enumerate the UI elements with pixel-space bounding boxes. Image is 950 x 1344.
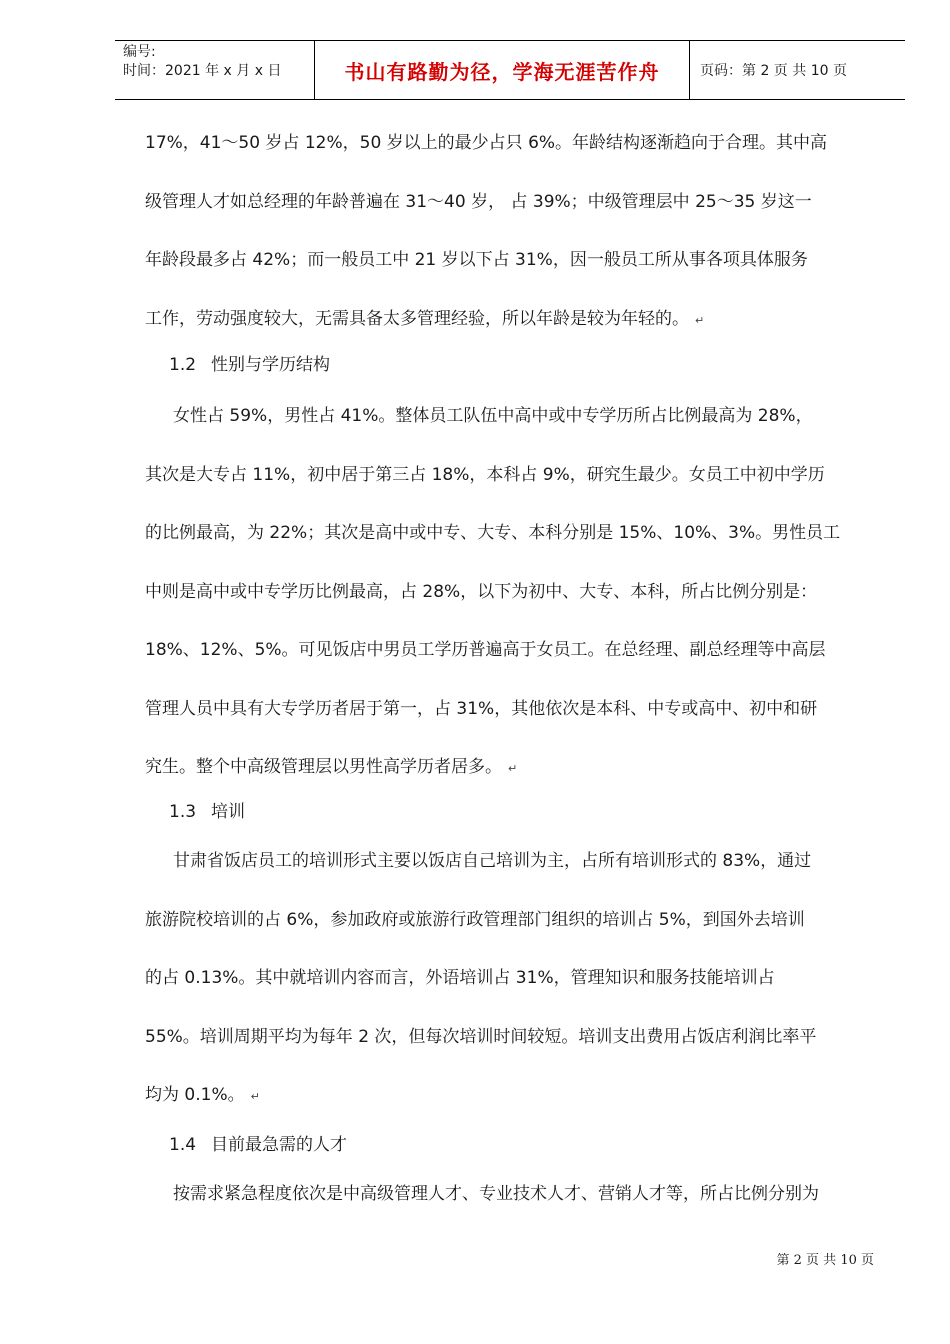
text-line: 其次是大专占 11%，初中居于第三占 18%，本科占 9%，研究生最少。女员工中初中学历 <box>145 464 825 485</box>
document-date: 时间：2021 年 x 月 x 日 <box>123 63 282 79</box>
header-motto: 书山有路勤为径，学海无涯苦作舟 <box>315 41 690 99</box>
paragraph-urgent-talent <box>145 1165 880 1224</box>
text-line: 级管理人才如总经理的年龄普遍在 31～40 岁， 占 39%；中级管理层中 25～35 岁这一 <box>145 191 812 212</box>
section-heading-1-2 <box>169 353 330 377</box>
text-line: 年龄段最多占 42%；而一般员工中 21 岁以下占 31%，因一般员工所从事各项具体服务 <box>145 250 808 270</box>
text-line: 中则是高中或中专学历比例最高，占 28%，以下为初中、大专、本科，所占比例分别是： <box>145 581 818 602</box>
page-footer: 第 2 页 共 10 页 <box>776 1253 874 1268</box>
section-heading-1-4 <box>169 1133 347 1157</box>
text-line: 按需求紧急程度依次是中高级管理人才、专业技术人才、营销人才等，所占比例分别为 <box>173 1184 819 1204</box>
paragraph-age-structure <box>145 114 880 350</box>
section-title: 培训 <box>211 802 245 822</box>
section-number: 1.2 <box>169 355 197 375</box>
section-title: 目前最急需的人才 <box>211 1135 347 1155</box>
paragraph-gender-education <box>145 387 880 799</box>
text-line: 18%、12%、5%。可见饭店中男员工学历普遍高于女员工。在总经理、副总经理等中高层 <box>145 640 826 660</box>
section-number: 1.4 <box>169 1135 197 1155</box>
text-line: 的比例最高，为 22%；其次是高中或中专、大专、本科分别是 15%、10%、3%。男性员工 <box>145 523 841 543</box>
text-line: 工作，劳动强度较大，无需具备太多管理经验，所以年龄是较为年轻的。 ↵ <box>145 308 705 329</box>
text-line: 55%。培训周期平均为每年 2 次，但每次培训时间较短。培训支出费用占饭店利润比率平 <box>145 1026 817 1047</box>
paragraph-mark: ↵ <box>508 762 518 775</box>
text-line: 究生。整个中高级管理层以男性高学历者居多。 ↵ <box>145 757 518 777</box>
text-line: 管理人员中具有大专学历者居于第一，占 31%，其他依次是本科、中专或高中、初中和研 <box>145 698 818 719</box>
page-header <box>115 40 905 100</box>
text-line: 的占 0.13%。其中就培训内容而言，外语培训占 31%，管理知识和服务技能培训占 <box>145 968 775 988</box>
text-line: 17%，41～50 岁占 12%，50 岁以上的最少占只 6%。年龄结构逐渐趋向于合理。其中高 <box>145 133 828 153</box>
text-line: 旅游院校培训的占 6%，参加政府或旅游行政管理部门组织的培训占 5%，到国外去培训 <box>145 909 805 930</box>
header-meta <box>115 41 315 99</box>
text-line: 均为 0.1%。 ↵ <box>145 1085 260 1105</box>
section-heading-1-3 <box>169 800 245 824</box>
text-line: 甘肃省饭店员工的培训形式主要以饭店自己培训为主，占所有培训形式的 83%，通过 <box>173 851 812 871</box>
document-number-label: 编号: <box>123 44 156 60</box>
paragraph-mark: ↵ <box>250 1090 260 1103</box>
paragraph-training <box>145 832 880 1127</box>
paragraph-mark: ↵ <box>695 313 705 327</box>
text-line: 女性占 59%，男性占 41%。整体员工队伍中高中或中专学历所占比例最高为 28%， <box>173 406 813 426</box>
section-title: 性别与学历结构 <box>211 355 330 375</box>
section-number: 1.3 <box>169 802 197 822</box>
header-page-number: 页码：第 2 页 共 10 页 <box>700 63 847 79</box>
